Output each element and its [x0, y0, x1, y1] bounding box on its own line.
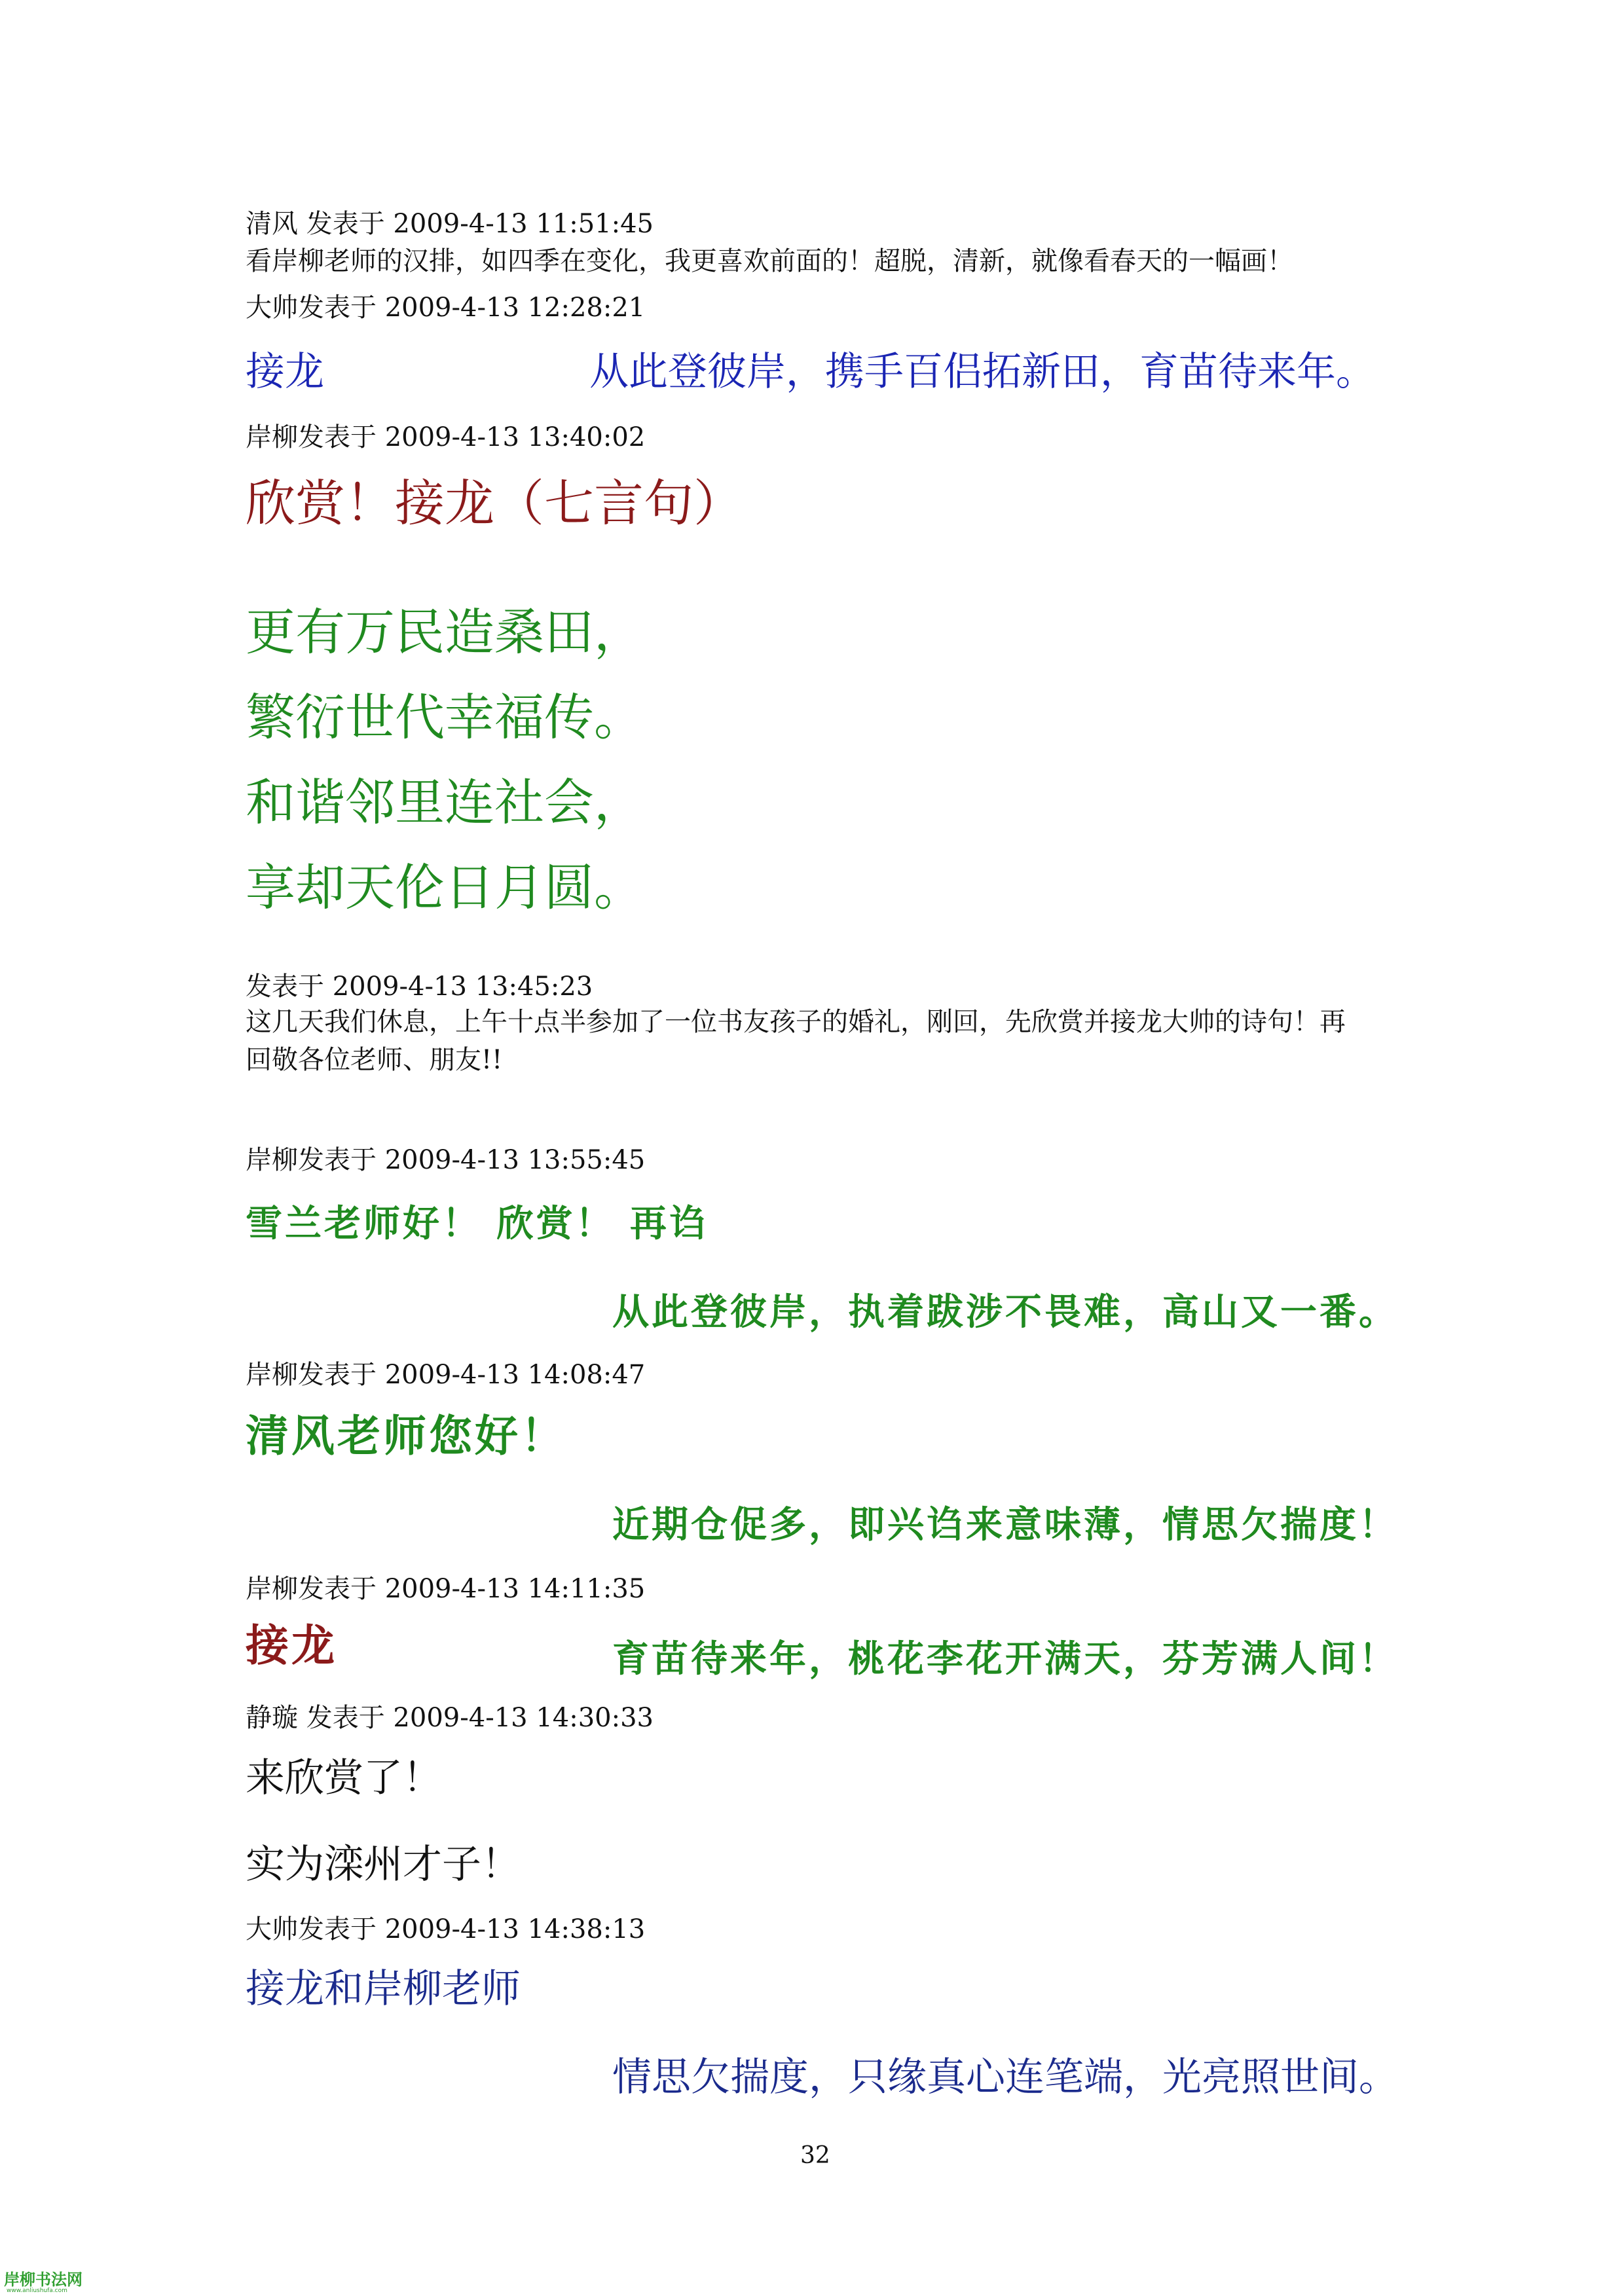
reply-title: 雪兰老师好！ 欣赏！ 再诌: [246, 1202, 709, 1245]
post-body: 看岸柳老师的汉排，如四季在变化，我更喜欢前面的！超脱，清新，就像看春天的一幅画！: [246, 246, 1293, 276]
post-meta: 静璇 发表于 2009-4-13 14:30:33: [246, 1703, 654, 1733]
post-body: 这几天我们休息，上午十点半参加了一位书友孩子的婚礼，刚回，先欣赏并接龙大帅的诗句！再: [246, 1007, 1346, 1037]
post-body: 实为滦州才子！: [246, 1842, 521, 1887]
reply-text: 从此登彼岸，携手百侣拓新田，育苗待来年。: [589, 349, 1375, 395]
reply-title: 接龙和岸柳老师: [246, 1966, 521, 2012]
post-body: 回敬各位老师、朋友!!: [246, 1045, 503, 1075]
reply-text: 育苗待来年，桃花李花开满天，芬芳满人间！: [612, 1637, 1398, 1681]
post-body: 来欣赏了！: [246, 1755, 442, 1801]
poem-line: 享却天伦日月圆。: [246, 858, 644, 917]
reply-label: 接龙: [246, 349, 324, 395]
post-meta: 岸柳发表于 2009-4-13 14:08:47: [246, 1360, 646, 1390]
post-meta: 大帅发表于 2009-4-13 14:38:13: [246, 1914, 646, 1944]
poem-line: 更有万民造桑田，: [246, 603, 644, 661]
site-logo-url: www.anliushufa.com: [7, 2287, 67, 2294]
page-number: 32: [800, 2142, 830, 2169]
poem-line: 繁衍世代幸福传。: [246, 688, 644, 746]
reply-text: 从此登彼岸，执着跋涉不畏难，高山又一番。: [612, 1290, 1398, 1334]
post-meta: 岸柳发表于 2009-4-13 13:40:02: [246, 422, 646, 452]
reply-text: 情思欠揣度，只缘真心连笔端，光亮照世间。: [612, 2054, 1398, 2100]
post-meta: 岸柳发表于 2009-4-13 13:55:45: [246, 1145, 646, 1175]
post-meta: 岸柳发表于 2009-4-13 14:11:35: [246, 1574, 646, 1604]
reply-title: 欣赏！接龙（七言句）: [246, 474, 743, 532]
site-logo: 岸柳书法网: [4, 2270, 83, 2289]
poem-line: 和谐邻里连社会，: [246, 773, 644, 831]
post-meta: 大帅发表于 2009-4-13 12:28:21: [246, 293, 646, 323]
post-meta: 发表于 2009-4-13 13:45:23: [246, 972, 593, 1002]
post-meta: 清风 发表于 2009-4-13 11:51:45: [246, 209, 654, 239]
reply-label: 接龙: [246, 1620, 337, 1671]
reply-text: 近期仓促多，即兴诌来意味薄，情思欠揣度！: [612, 1503, 1398, 1546]
reply-title: 清风老师您好！: [246, 1410, 566, 1461]
